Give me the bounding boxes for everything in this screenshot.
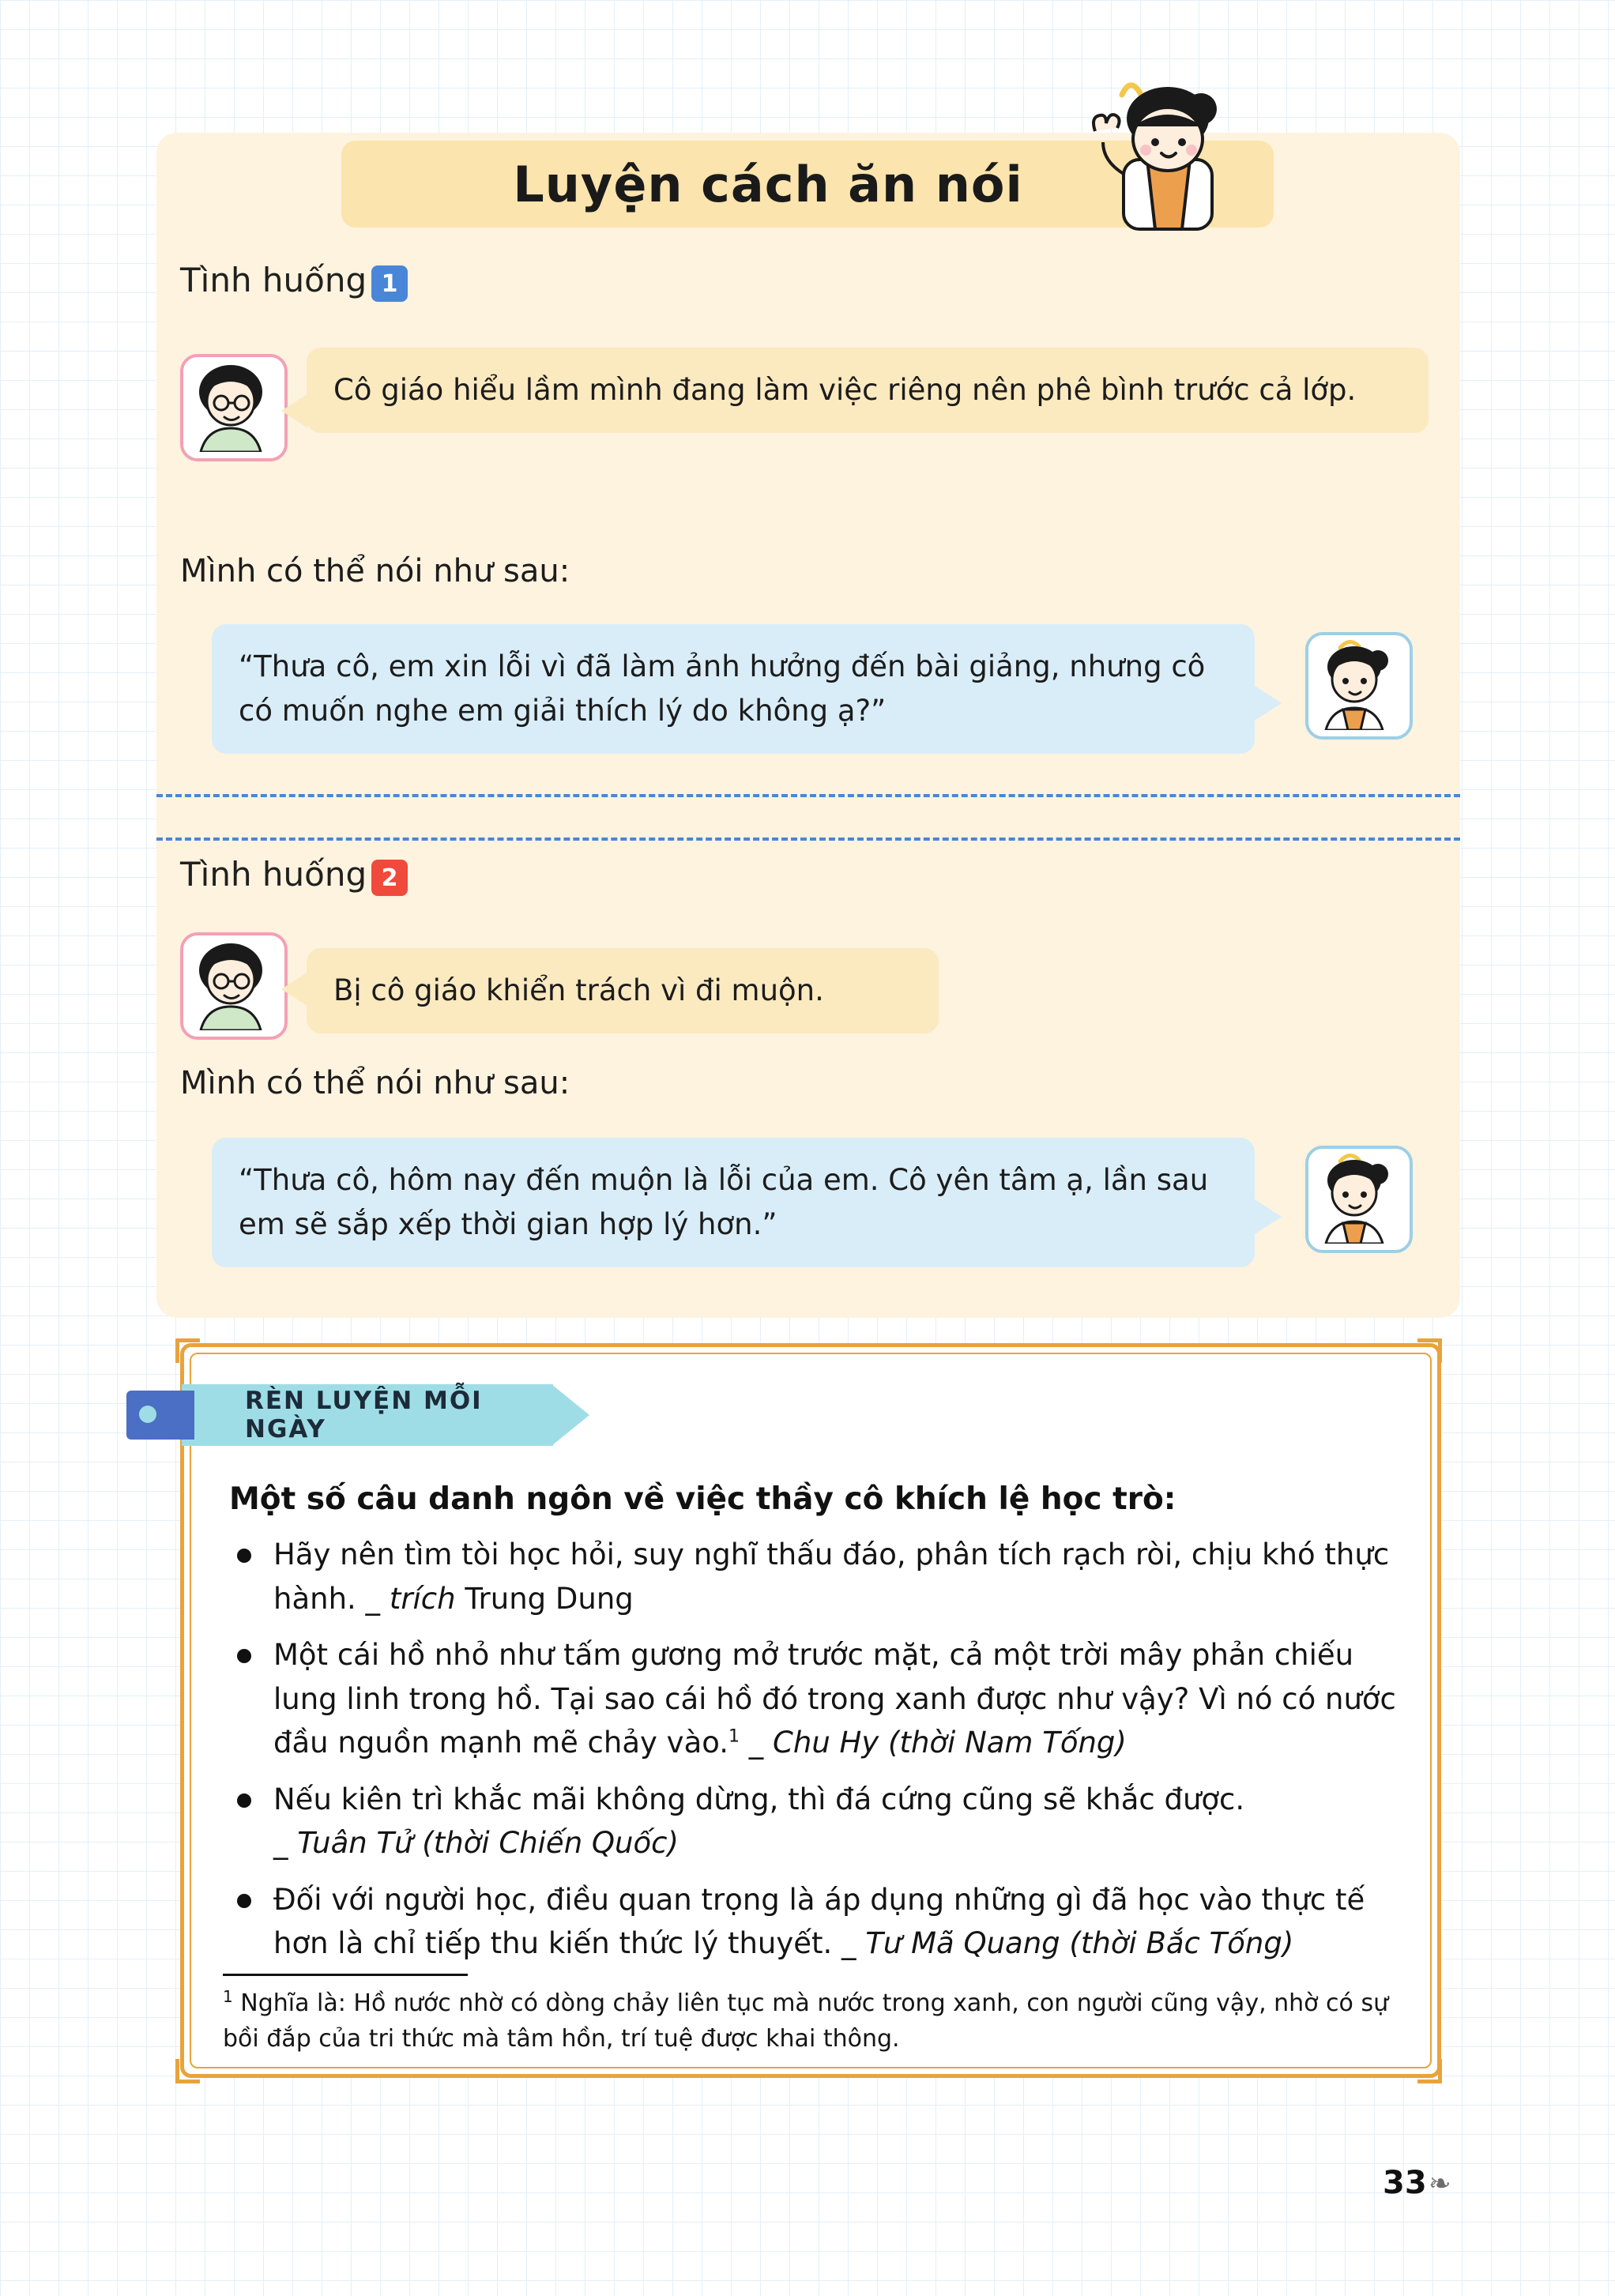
prompt-label-2: Mình có thể nói như sau: — [180, 1065, 570, 1101]
waving-girl-illustration — [1075, 63, 1256, 245]
student-speech-1: “Thưa cô, em xin lỗi vì đã làm ảnh hưởng đến bài giảng, nhưng cô có muốn nghe em giải thích lý do không ạ?” — [212, 624, 1255, 754]
situation-2-badge: 2 — [371, 860, 408, 896]
list-item: Nếu kiên trì khắc mãi không dừng, thì đá cứng cũng sẽ khắc được. _ Tuân Tử (thời Chiến Quốc) — [229, 1778, 1399, 1865]
corner-ornament-tr — [1417, 1338, 1442, 1363]
prompt-label-1: Mình có thể nói như sau: — [180, 553, 570, 589]
bubble-tail-3 — [281, 972, 308, 1007]
corner-ornament-bl — [175, 2059, 200, 2083]
student-speech-2: “Thưa cô, hôm nay đến muộn là lỗi của em. Cô yên tâm ạ, lần sau em sẽ sắp xếp thời gian hợp lý hơn.” — [212, 1138, 1255, 1267]
practice-tag-banner — [126, 1384, 608, 1446]
bubble-tail-2 — [1255, 686, 1282, 721]
section-divider-top — [156, 794, 1460, 797]
footnote-text: $^1$ Nghĩa là: Hồ nước nhờ có dòng chảy liên tục mà nước trong xanh, con người cũng vậy, nhờ có sự bồi đắp của tri thức mà tâm hồn, trí tuệ được khai thông. — [223, 1987, 1389, 2053]
list-item: Hãy nên tìm tòi học hỏi, suy nghĩ thấu đáo, phân tích rạch ròi, chịu khó thực hành. _ trích Trung Dung — [229, 1533, 1399, 1620]
quotes-heading: Một số câu danh ngôn về việc thầy cô khích lệ học trò: — [229, 1481, 1176, 1517]
list-item: Đối với người học, điều quan trọng là áp dụng những gì đã học vào thực tế hơn là chỉ tiếp thu kiến thức lý thuyết. _ Tư Mã Quang (thời Bắc Tống) — [229, 1878, 1399, 1966]
teacher-avatar-1 — [180, 354, 288, 461]
practice-tag-label: RÈN LUYỆN MỖI NGÀY — [245, 1387, 483, 1443]
list-item: Một cái hồ nhỏ như tấm gương mở trước mặt, cả một trời mây phản chiếu lung linh trong hồ. Tại sao cái hồ đó trong xanh được như vậy? Vì nó có nước đầu nguồn mạnh mẽ chảy vào.$^1$ _ Chu Hy (thời Nam Tống) — [229, 1633, 1399, 1765]
corner-ornament-br — [1417, 2059, 1442, 2083]
page-number: 33 — [1383, 2165, 1427, 2201]
student-avatar-1 — [1305, 632, 1413, 740]
situation-1-label: Tình huống — [180, 261, 367, 299]
page-title: Luyện cách ăn nói — [513, 155, 1023, 213]
situation-1-badge: 1 — [371, 265, 408, 302]
quotes-list — [229, 1533, 1399, 1978]
situation-2-label: Tình huống — [180, 855, 367, 894]
corner-ornament-tl — [175, 1338, 200, 1363]
teacher-avatar-2 — [180, 932, 288, 1040]
teacher-speech-2: Bị cô giáo khiển trách vì đi muộn. — [307, 948, 939, 1033]
footnote-rule — [223, 1974, 468, 1976]
page-decoration-icon: ❧ — [1429, 2168, 1451, 2200]
bubble-tail-4 — [1255, 1199, 1282, 1234]
section-divider-bottom — [156, 837, 1460, 841]
student-avatar-2 — [1305, 1146, 1413, 1253]
pencil-icon — [126, 1391, 194, 1440]
teacher-speech-1: Cô giáo hiểu lầm mình đang làm việc riêng nên phê bình trước cả lớp. — [307, 348, 1429, 433]
bubble-tail-1 — [281, 393, 308, 428]
